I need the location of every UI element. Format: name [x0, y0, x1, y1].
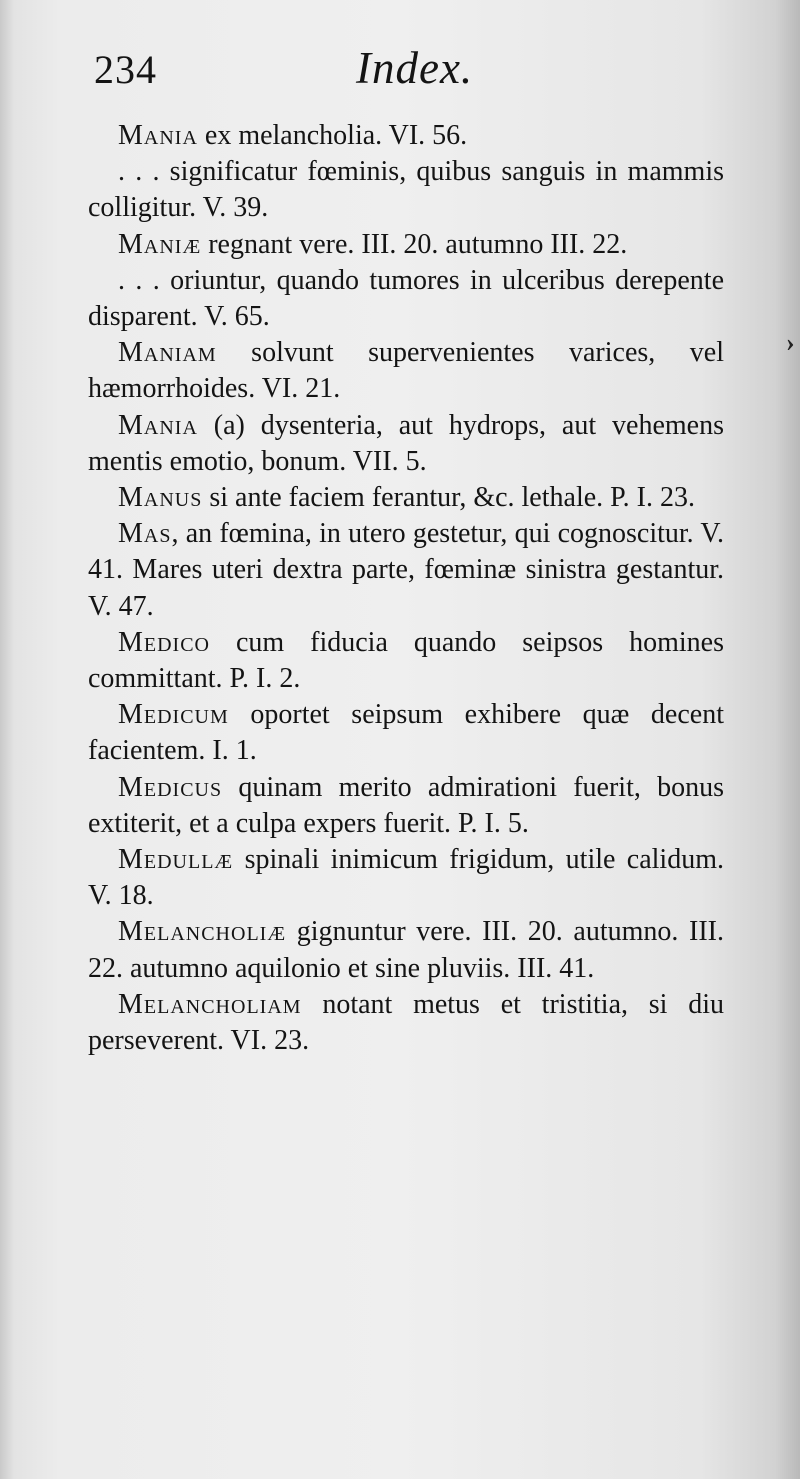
entry-text: spinali inimicum frigidum, utile calidum. V. 18.: [88, 844, 724, 912]
index-entry: [88, 154, 724, 226]
entry-text: solvunt supervenientes varices, vel hæmorrhoides. VI. 21.: [88, 337, 724, 405]
entry-lemma: Medicum: [118, 699, 229, 731]
entry-lemma: Melancholiæ: [118, 916, 287, 948]
index-entry: [88, 842, 724, 914]
entry-text: , an fœmina, in utero gestetur, qui cognoscitur. V. 41. Mares uteri dextra parte, fœminæ sinistra gestantur. V. 47.: [88, 518, 724, 622]
entry-text: oportet seipsum exhibere quæ decent facientem. I. 1.: [88, 699, 724, 767]
entry-lemma: Maniæ: [118, 228, 202, 260]
entry-text: gignuntur vere. III. 20. autumno. III. 22. autumno aquilonio et sine pluviis. III. 41.: [88, 916, 724, 984]
entry-text: quinam merito admirationi fuerit, bonus extiterit, et a culpa expers fuerit. P. I. 5.: [88, 771, 724, 839]
entry-lemma: Mas: [118, 518, 172, 550]
entry-lemma: Mania: [118, 409, 198, 441]
entry-lemma: Maniam: [118, 337, 217, 369]
index-entry: [88, 914, 724, 986]
entry-text: ex melancholia. VI. 56.: [197, 120, 468, 151]
page-header: [88, 40, 708, 104]
entry-text: cum fiducia quando seipsos homines committant. P. I. 2.: [88, 626, 724, 695]
entry-lemma: Medullæ: [118, 844, 234, 876]
entry-lemma: Manus: [118, 482, 203, 514]
entry-lemma: Mania: [118, 120, 198, 151]
index-entry: [88, 770, 724, 842]
index-entries: [88, 118, 724, 1059]
entry-text: notant metus et tristitia, si diu perseverent. VI. 23.: [88, 988, 724, 1057]
index-entry: [88, 335, 724, 407]
index-entry: [88, 987, 724, 1059]
entry-lemma: Melancholiam: [118, 988, 302, 1020]
entry-text: regnant vere. III. 20. autumno III. 22.: [201, 228, 628, 260]
entry-lemma: Medicus: [118, 771, 223, 803]
index-entry: [88, 118, 724, 154]
index-entry: [88, 408, 724, 480]
entry-text: (a) dysenteria, aut hydrops, aut vehemens mentis emotio, bonum. VII. 5.: [88, 409, 724, 477]
entry-text: . . . oriuntur, quando tumores in ulceribus derepente disparent. V. 65.: [88, 264, 724, 333]
entry-lemma: Medico: [118, 626, 210, 658]
index-entry: [88, 227, 724, 263]
index-entry: [88, 625, 724, 697]
entry-text: si ante faciem ferantur, &c. lethale. P. I. 23.: [202, 482, 695, 514]
index-entry: [88, 516, 724, 625]
margin-mark-icon: ›: [786, 328, 795, 357]
running-head: Index.: [356, 43, 474, 93]
index-entry: [88, 697, 724, 769]
index-entry: [88, 480, 724, 516]
entry-text: . . . significatur fœminis, quibus sanguis in mammis colligitur. V. 39.: [88, 156, 724, 224]
index-entry: [88, 263, 724, 335]
page-number: 234: [94, 47, 157, 92]
